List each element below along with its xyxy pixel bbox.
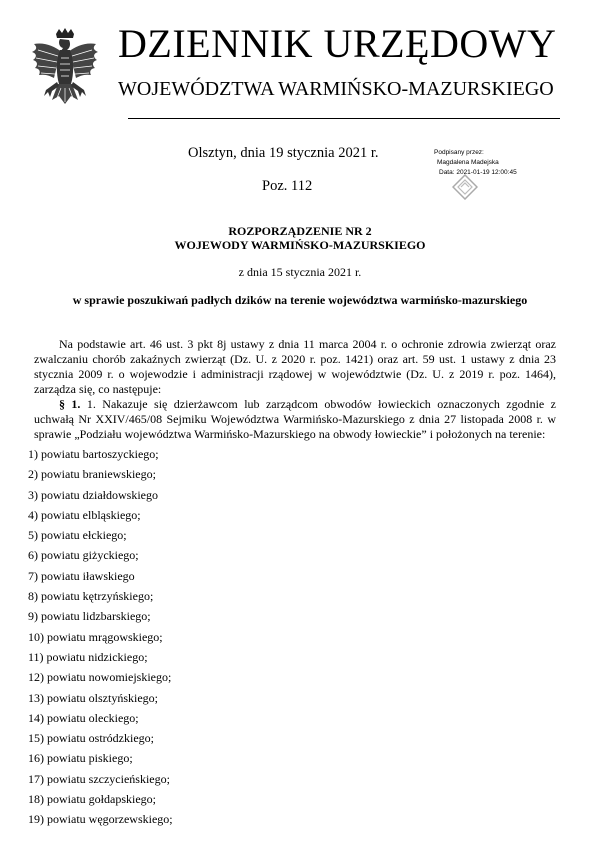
position-number: Poz. 112 (262, 178, 313, 194)
list-item: 7) powiatu iławskiego (28, 568, 135, 583)
eagle-emblem-icon (30, 28, 100, 114)
list-item: 3) powiatu działdowskiego (28, 487, 158, 502)
list-item: 17) powiatu szczycieńskiego; (28, 771, 170, 786)
section-1-text: 1. Nakazuje się dzierżawcom lub zarządcom obwodów łowieckich oznaczonych zgodnie z uchwałą Nr XXIV/465/08 Sejmiku Województwa Warmińsko-Mazurskiego z dnia 27 listopada 2008 r. w sprawie „Podziału województwa Warmińsko-Mazurskiego na obwody łowieckie” i położonych na terenie: (34, 397, 557, 441)
header-divider (128, 118, 560, 119)
regulation-title-line-2: WOJEWODY WARMIŃSKO-MAZURSKIEGO (174, 238, 426, 252)
list-item: 16) powiatu piskiego; (28, 751, 133, 766)
journal-title: DZIENNIK URZĘDOWY (118, 21, 557, 66)
intro-paragraph: Na podstawie art. 46 ust. 3 pkt 8j ustawy z dnia 11 marca 2004 r. o ochronie zdrowia zwierząt oraz zwalczaniu chorób zakaźnych zwierząt (Dz. U. z 2020 r. poz. 1421) oraz art. 59 ust. 1 ustawy z dnia 23 stycznia 2009 r. o wojewodzie i administracji rządowej w województwie (Dz. U. z 2019 r. poz. 1464), zarządza się, co następuje: (34, 337, 556, 396)
list-item: 19) powiatu węgorzewskiego; (28, 812, 173, 827)
list-item: 8) powiatu kętrzyńskiego; (28, 589, 154, 604)
list-item: 5) powiatu ełckiego; (28, 528, 127, 543)
signature-label: Podpisany przez: (434, 149, 484, 156)
signature-date: Data: 2021-01-19 12:00:45 (439, 169, 517, 176)
regulation-title (0, 224, 600, 252)
list-item: 2) powiatu braniewskiego; (28, 467, 156, 482)
list-item: 13) powiatu olsztyńskiego; (28, 690, 158, 705)
list-item: 1) powiatu bartoszyckiego; (28, 447, 159, 461)
list-item: 15) powiatu ostródzkiego; (28, 731, 154, 746)
place-and-date: Olsztyn, dnia 19 stycznia 2021 r. (188, 145, 379, 161)
list-item: 6) powiatu giżyckiego; (28, 548, 139, 563)
regulation-title-line-1: ROZPORZĄDZENIE NR 2 (228, 224, 372, 238)
section-1-mark: § 1. (59, 397, 81, 411)
list-item: 12) powiatu nowomiejskiego; (28, 670, 172, 685)
list-item: 9) powiatu lidzbarskiego; (28, 609, 151, 624)
regulation-subject: w sprawie poszukiwań padłych dzików na terenie województwa warmińsko-mazurskiego (72, 293, 528, 307)
list-item: 18) powiatu gołdapskiego; (28, 792, 156, 807)
list-item: 4) powiatu elbląskiego; (28, 507, 141, 522)
regulation-date: z dnia 15 stycznia 2021 r. (238, 265, 362, 279)
district-list (28, 444, 173, 830)
list-item: 14) powiatu oleckiego; (28, 710, 139, 725)
list-item: 11) powiatu nidzickiego; (28, 649, 148, 664)
digital-signature-block (434, 148, 544, 208)
journal-subtitle: WOJEWÓDZTWA WARMIŃSKO-MAZURSKIEGO (118, 78, 554, 100)
section-1-paragraph (34, 397, 556, 442)
signature-signer: Magdalena Madejska (437, 159, 499, 166)
list-item: 10) powiatu mrągowskiego; (28, 629, 163, 644)
